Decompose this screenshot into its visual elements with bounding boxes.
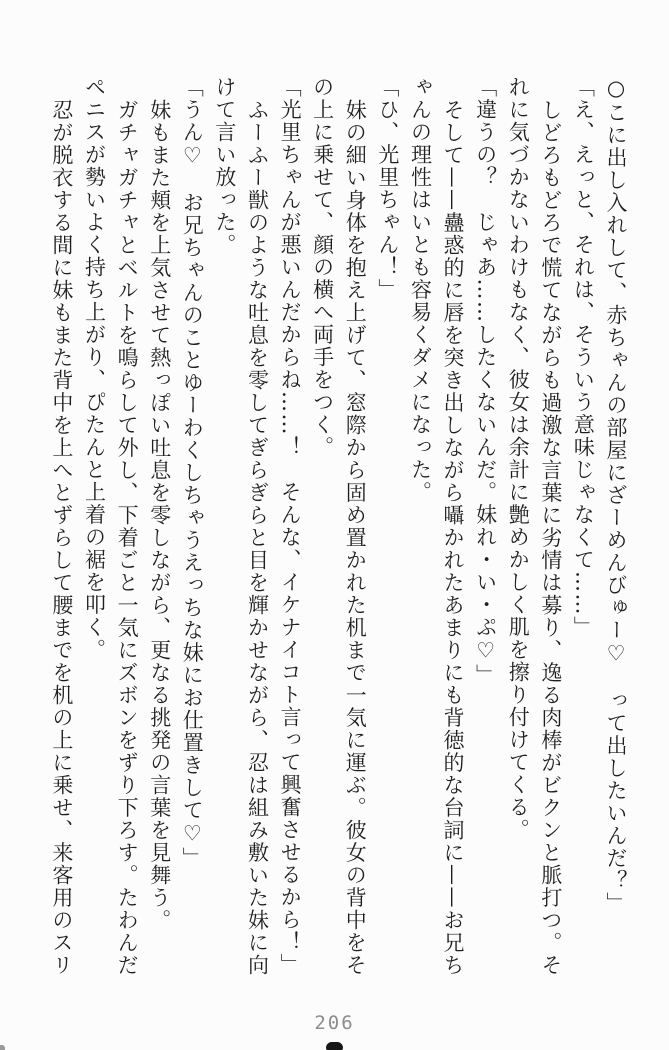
text-line-13: けて言い放った。	[212, 76, 237, 256]
text-block	[45, 76, 632, 988]
text-line-8: 「ひ、光里ちゃん！」	[375, 76, 400, 301]
text-line-9: 妹の細い身体を抱え上げて、窓際から固め置かれた机まで一気に運ぶ。彼女の背中をそ	[343, 98, 368, 976]
text-line-4: れに気づかないわけもなく、彼女は余計に艶めかしく肌を擦り付けてくる。	[506, 76, 531, 841]
text-line-2: 「え、えっと、それは、そういう意味じゃなくて……」	[571, 76, 596, 639]
ink-blob-artifact	[326, 1042, 343, 1050]
text-line-10: の上に乗せて、顔の横へ両手をつく。	[310, 76, 335, 459]
text-line-1: ○こに出し入れして、赤ちゃんの部屋にざーめんびゅー♡ って出したいんだ？」	[604, 76, 628, 915]
text-line-6: そして——蠱惑的に唇を突き出しながら囁かれたあまりにも背徳的な台詞に——お兄ち	[441, 98, 466, 976]
text-line-16: ガチャガチャとベルトを鳴らして外し、下着ごと一気にズボンをずり下ろす。たわんだ	[115, 98, 140, 976]
text-line-5: 「違うの？ じゃあ……したくないんだ。妹れ・い・ぷ♡」	[473, 76, 498, 687]
text-line-18: 忍が脱衣する間に妹もまた背中を上へとずらして腰までを机の上に乗せ、来客用のスリ	[49, 98, 74, 976]
text-line-15: 妹もまた頬を上気させて熱っぽい吐息を零しながら、更なる挑発の言葉を見舞う。	[147, 98, 172, 931]
text-line-12: ふーふー獣のような吐息を零してぎらぎらと目を輝かせながら、忍は組み敷いた妹に向	[245, 98, 270, 976]
scan-speck-artifact	[0, 1045, 5, 1050]
text-line-11: 「光里ちゃんが悪いんだからね……！ そんな、イケナイコト言って興奮させるから！」	[278, 76, 303, 976]
text-line-14: 「うん♡ お兄ちゃんのことゆーわくしちゃうえっちな妹にお仕置きして♡」	[180, 76, 205, 870]
page-number: 206	[314, 1012, 355, 1034]
text-line-7: ゃんの理性はいとも容易くダメになった。	[408, 76, 433, 504]
text-line-3: しどろもどろで慌てながらも過激な言葉に劣情は募り、逸る肉棒がビクンと脈打つ。そ	[538, 98, 563, 976]
text-line-17: ペニスが勢いよく持ち上がり、ぴたんと上着の裾を叩く。	[82, 76, 107, 661]
